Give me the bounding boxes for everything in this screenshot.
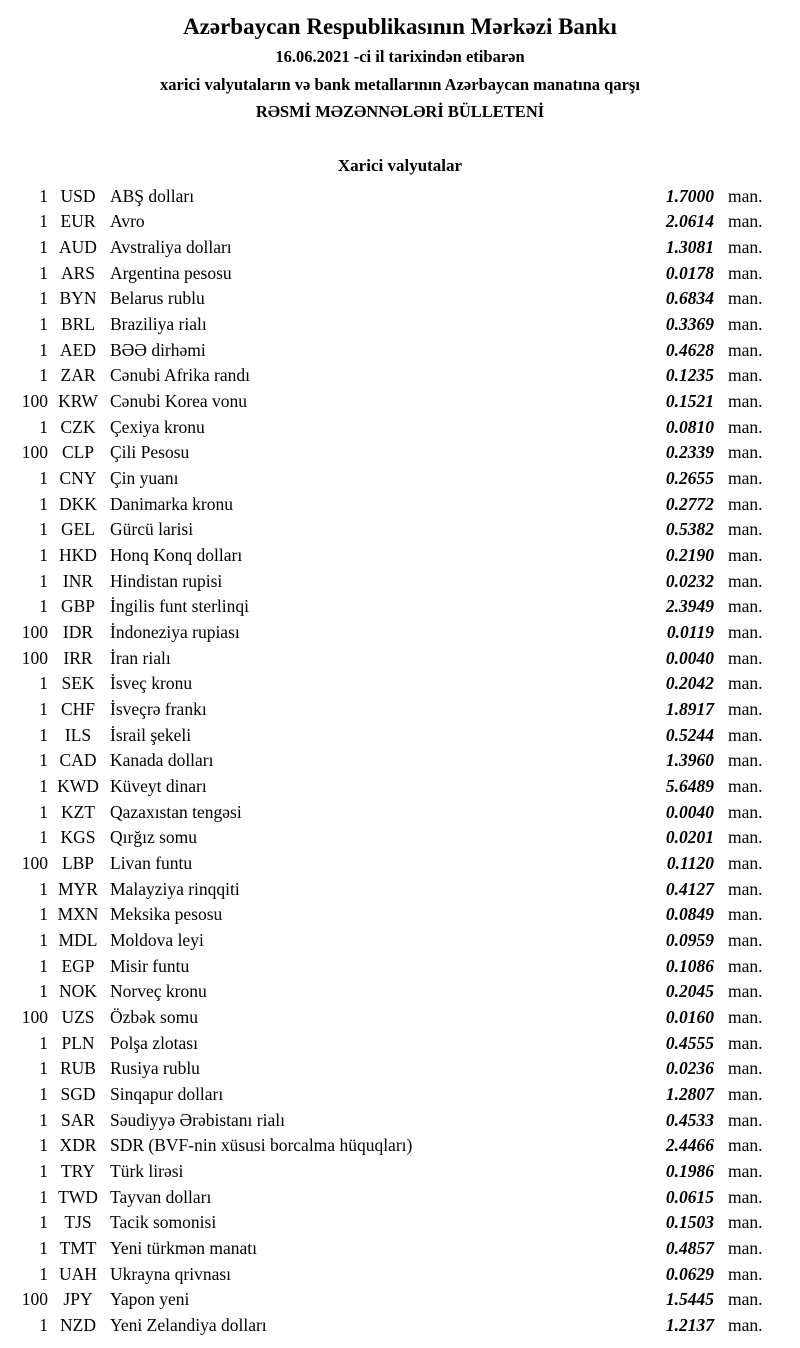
bulletin-header <box>0 0 800 126</box>
rate-value: 0.2339 <box>665 442 714 463</box>
currency-quantity: 1 <box>39 1058 48 1079</box>
rate-row <box>0 699 800 725</box>
currency-quantity: 1 <box>39 1186 48 1207</box>
unit-label: man. <box>728 1032 763 1053</box>
rate-value: 0.1235 <box>665 365 714 386</box>
currency-code: TWD <box>58 1186 98 1207</box>
rate-value: 0.0232 <box>665 570 714 591</box>
currency-name: Qırğız somu <box>110 827 198 848</box>
currency-code: IRR <box>63 647 93 668</box>
unit-label: man. <box>728 955 763 976</box>
currency-quantity: 100 <box>21 390 48 411</box>
currency-name: ABŞ dolları <box>110 185 195 206</box>
currency-name: Danimarka kronu <box>110 493 233 514</box>
unit-label: man. <box>728 929 763 950</box>
unit-label: man. <box>728 544 763 565</box>
unit-label: man. <box>728 1263 763 1284</box>
currency-code: MDL <box>58 929 98 950</box>
rate-value: 0.2045 <box>665 981 714 1002</box>
rate-row <box>0 237 800 263</box>
rate-value: 0.3369 <box>665 313 714 334</box>
currency-code: DKK <box>59 493 97 514</box>
unit-label: man. <box>728 1186 763 1207</box>
currency-code: MYR <box>58 878 98 899</box>
currency-name: Tacik somonisi <box>110 1212 217 1233</box>
unit-label: man. <box>728 365 763 386</box>
currency-quantity: 1 <box>39 827 48 848</box>
currency-quantity: 1 <box>39 544 48 565</box>
rate-row <box>0 1110 800 1136</box>
currency-code: TMT <box>59 1238 97 1259</box>
rate-value: 0.5244 <box>665 724 714 745</box>
unit-label: man. <box>728 596 763 617</box>
unit-label: man. <box>728 1007 763 1027</box>
currency-name: Sinqapur dolları <box>110 1084 224 1105</box>
currency-name: Malayziya rinqqiti <box>110 878 240 899</box>
rate-value: 0.0119 <box>666 621 714 642</box>
rate-value: 2.3949 <box>665 596 714 617</box>
currency-code: CHF <box>60 698 96 719</box>
rate-row <box>0 1238 800 1264</box>
currency-code: NZD <box>60 1315 96 1336</box>
currency-code: XDR <box>59 1135 97 1156</box>
subject-line: xarici valyutaların və bank metallarının Azərbaycan manatına qarşı <box>160 74 640 94</box>
rate-row <box>0 365 800 391</box>
rate-value: 0.0040 <box>665 647 714 668</box>
currency-name: Argentina pesosu <box>110 262 232 283</box>
rate-row <box>0 417 800 443</box>
rate-row <box>0 494 800 520</box>
currency-name: Cənubi Korea vonu <box>110 390 248 411</box>
unit-label: man. <box>728 519 763 540</box>
currency-name: İndoneziya rupiası <box>110 621 240 642</box>
rate-value: 0.4555 <box>665 1032 714 1053</box>
currency-code: ZAR <box>60 365 96 386</box>
rate-row <box>0 314 800 340</box>
currency-quantity: 1 <box>39 750 48 771</box>
currency-name: Qazaxıstan tengəsi <box>110 801 242 822</box>
unit-label: man. <box>728 904 763 925</box>
rate-row <box>0 288 800 314</box>
currency-code: KGS <box>60 827 96 848</box>
currency-code: TJS <box>64 1212 92 1233</box>
rate-value: 0.4857 <box>665 1238 714 1259</box>
currency-quantity: 1 <box>39 1315 48 1336</box>
unit-label: man. <box>728 647 763 668</box>
currency-code: KWD <box>57 775 99 796</box>
currency-quantity: 1 <box>39 724 48 745</box>
unit-label: man. <box>728 390 763 411</box>
currency-name: Hindistan rupisi <box>110 570 223 591</box>
unit-label: man. <box>728 570 763 591</box>
rate-row <box>0 571 800 597</box>
currency-quantity: 1 <box>39 955 48 976</box>
currency-quantity: 1 <box>39 467 48 488</box>
unit-label: man. <box>728 236 763 257</box>
unit-label: man. <box>728 1109 763 1130</box>
currency-quantity: 1 <box>39 211 48 232</box>
rate-value: 0.2772 <box>665 493 714 514</box>
unit-label: man. <box>728 750 763 771</box>
unit-label: man. <box>728 262 763 283</box>
currency-code: CNY <box>59 467 97 488</box>
rate-value: 0.4533 <box>665 1109 714 1130</box>
currency-name: Yapon yeni <box>110 1289 190 1310</box>
currency-quantity: 1 <box>39 673 48 694</box>
rate-row <box>0 1161 800 1187</box>
currency-code: USD <box>60 185 96 206</box>
currency-name: Gürcü larisi <box>110 519 194 540</box>
rate-row <box>0 827 800 853</box>
rate-value: 0.0160 <box>665 1007 714 1027</box>
rate-value: 0.1521 <box>665 390 714 411</box>
rate-row <box>0 853 800 879</box>
currency-code: AUD <box>59 236 97 257</box>
rate-row <box>0 1007 800 1033</box>
currency-name: İran rialı <box>110 647 171 668</box>
rate-row <box>0 1058 800 1084</box>
rate-row <box>0 1187 800 1213</box>
rate-value: 5.6489 <box>665 775 714 796</box>
exchange-rates-table <box>0 186 800 1341</box>
currency-quantity: 100 <box>21 647 48 668</box>
unit-label: man. <box>728 775 763 796</box>
currency-name: Türk lirəsi <box>110 1161 184 1182</box>
currency-quantity: 1 <box>39 1084 48 1105</box>
unit-label: man. <box>728 467 763 488</box>
currency-code: PLN <box>61 1032 95 1053</box>
unit-label: man. <box>728 211 763 232</box>
rate-row <box>0 802 800 828</box>
currency-name: Livan funtu <box>110 852 193 873</box>
currency-code: CZK <box>60 416 96 437</box>
currency-code: EGP <box>61 955 95 976</box>
unit-label: man. <box>728 801 763 822</box>
currency-quantity: 1 <box>39 1109 48 1130</box>
currency-quantity: 1 <box>39 1263 48 1284</box>
currency-code: GEL <box>60 519 96 540</box>
unit-label: man. <box>728 621 763 642</box>
rate-row <box>0 340 800 366</box>
currency-quantity: 1 <box>39 1135 48 1156</box>
currency-code: BYN <box>59 288 97 309</box>
currency-quantity: 1 <box>39 1238 48 1259</box>
currency-name: Rusiya rublu <box>110 1058 200 1079</box>
rate-value: 0.4628 <box>665 339 714 360</box>
unit-label: man. <box>728 313 763 334</box>
rate-row <box>0 596 800 622</box>
rate-value: 1.8917 <box>665 698 714 719</box>
rate-row <box>0 930 800 956</box>
rate-row <box>0 1212 800 1238</box>
rate-value: 0.1086 <box>665 955 714 976</box>
unit-label: man. <box>728 1315 763 1336</box>
currency-quantity: 1 <box>39 416 48 437</box>
rate-value: 1.2807 <box>665 1084 714 1105</box>
currency-code: BRL <box>60 313 96 334</box>
unit-label: man. <box>728 1238 763 1259</box>
rate-row <box>0 468 800 494</box>
currency-code: ILS <box>64 724 92 745</box>
currency-name: Honq Konq dolları <box>110 544 243 565</box>
unit-label: man. <box>728 1212 763 1233</box>
rate-value: 0.0629 <box>665 1263 714 1284</box>
rate-row <box>0 1135 800 1161</box>
rate-value: 0.0810 <box>665 416 714 437</box>
rate-value: 2.0614 <box>665 211 714 232</box>
currency-code: AED <box>60 339 96 360</box>
currency-name: Çili Pesosu <box>110 442 190 463</box>
currency-name: Moldova leyi <box>110 929 204 950</box>
rate-row <box>0 545 800 571</box>
bulletin-title-line: RƏSMİ MƏZƏNNƏLƏRİ BÜLLETENİ <box>255 102 545 121</box>
currency-code: INR <box>62 570 94 591</box>
currency-code: EUR <box>60 211 96 232</box>
currency-code: CLP <box>61 442 95 463</box>
currency-name: Misir funtu <box>110 955 190 976</box>
rate-value: 0.0849 <box>665 904 714 925</box>
rate-value: 0.5382 <box>665 519 714 540</box>
currency-quantity: 1 <box>39 801 48 822</box>
currency-code: KZT <box>60 801 96 822</box>
currency-quantity: 1 <box>39 313 48 334</box>
currency-quantity: 1 <box>39 1032 48 1053</box>
rate-value: 0.1503 <box>665 1212 714 1233</box>
currency-code: HKD <box>59 544 97 565</box>
currency-quantity: 1 <box>39 1212 48 1233</box>
unit-label: man. <box>728 339 763 360</box>
currency-quantity: 1 <box>39 262 48 283</box>
currency-name: İsrail şekeli <box>110 724 192 745</box>
currency-code: CAD <box>59 750 97 771</box>
rate-value: 0.2655 <box>665 467 714 488</box>
currency-quantity: 100 <box>21 852 48 873</box>
currency-name: Çin yuanı <box>110 467 179 488</box>
rate-row <box>0 391 800 417</box>
currency-quantity: 100 <box>21 442 48 463</box>
currency-name: Yeni türkmən manatı <box>110 1238 257 1259</box>
currency-name: Tayvan dolları <box>110 1186 212 1207</box>
currency-name: Yeni Zelandiya dolları <box>110 1315 267 1336</box>
rate-row <box>0 1264 800 1290</box>
currency-name: Küveyt dinarı <box>110 775 207 796</box>
currency-quantity: 100 <box>21 1007 48 1027</box>
currency-quantity: 100 <box>21 1289 48 1310</box>
currency-name: Braziliya rialı <box>110 313 207 334</box>
currency-name: Çexiya kronu <box>110 416 205 437</box>
currency-code: SAR <box>60 1109 96 1130</box>
rate-value: 0.0615 <box>665 1186 714 1207</box>
currency-code: SEK <box>61 673 95 694</box>
currency-code: UZS <box>61 1007 95 1027</box>
unit-label: man. <box>728 673 763 694</box>
currency-name: Özbək somu <box>110 1007 198 1027</box>
effective-date-line: 16.06.2021 -ci il tarixindən etibarən <box>275 47 525 66</box>
rate-row <box>0 879 800 905</box>
currency-quantity: 1 <box>39 1161 48 1182</box>
rate-value: 0.6834 <box>665 288 714 309</box>
rate-row <box>0 725 800 751</box>
currency-code: MXN <box>57 904 99 925</box>
rate-row <box>0 211 800 237</box>
unit-label: man. <box>728 698 763 719</box>
currency-quantity: 1 <box>39 339 48 360</box>
rate-value: 1.5445 <box>665 1289 714 1310</box>
rate-value: 0.1986 <box>665 1161 714 1182</box>
rate-row <box>0 622 800 648</box>
bank-title: Azərbaycan Respublikasının Mərkəzi Bankı <box>183 14 617 39</box>
currency-quantity: 1 <box>39 288 48 309</box>
currency-quantity: 1 <box>39 878 48 899</box>
rate-row <box>0 263 800 289</box>
rate-value: 0.0959 <box>665 929 714 950</box>
currency-code: UAH <box>59 1263 97 1284</box>
currency-code: ARS <box>60 262 96 283</box>
rate-value: 1.2137 <box>665 1315 714 1336</box>
currency-code: GBP <box>60 596 96 617</box>
currency-code: RUB <box>60 1058 96 1079</box>
rate-value: 0.0178 <box>665 262 714 283</box>
currency-code: SGD <box>60 1084 96 1105</box>
currency-name: Səudiyyə Ərəbistanı rialı <box>110 1109 285 1130</box>
currency-name: İngilis funt sterlinqi <box>110 596 250 617</box>
rate-value: 2.4466 <box>665 1135 714 1156</box>
currency-code: NOK <box>59 981 97 1002</box>
unit-label: man. <box>728 1161 763 1182</box>
unit-label: man. <box>728 1058 763 1079</box>
rate-row <box>0 648 800 674</box>
rate-value: 0.0201 <box>665 827 714 848</box>
currency-code: LBP <box>61 852 95 873</box>
currency-quantity: 1 <box>39 698 48 719</box>
currency-name: Kanada dolları <box>110 750 214 771</box>
currency-quantity: 1 <box>39 775 48 796</box>
rate-value: 0.4127 <box>665 878 714 899</box>
currency-name: İsveçrə frankı <box>110 698 207 719</box>
currency-name: Belarus rublu <box>110 288 205 309</box>
currency-code: JPY <box>63 1289 93 1310</box>
currency-code: KRW <box>58 390 98 411</box>
unit-label: man. <box>728 878 763 899</box>
currency-quantity: 1 <box>39 981 48 1002</box>
currency-name: SDR (BVF-nin xüsusi borcalma hüquqları) <box>110 1135 413 1156</box>
rate-value: 0.1120 <box>666 852 714 873</box>
currency-quantity: 1 <box>39 493 48 514</box>
currency-name: Avstraliya dolları <box>110 236 232 257</box>
currency-name: Ukrayna qrivnası <box>110 1263 232 1284</box>
currency-name: Polşa zlotası <box>110 1032 198 1053</box>
unit-label: man. <box>728 416 763 437</box>
unit-label: man. <box>728 1084 763 1105</box>
rate-row <box>0 776 800 802</box>
rate-row <box>0 673 800 699</box>
unit-label: man. <box>728 981 763 1002</box>
currency-quantity: 1 <box>39 929 48 950</box>
unit-label: man. <box>728 1289 763 1310</box>
rate-row <box>0 1315 800 1341</box>
unit-label: man. <box>728 852 763 873</box>
currency-name: Meksika pesosu <box>110 904 223 925</box>
rate-row <box>0 981 800 1007</box>
rate-value: 1.3960 <box>665 750 714 771</box>
rate-row <box>0 956 800 982</box>
rate-value: 1.3081 <box>665 236 714 257</box>
unit-label: man. <box>728 724 763 745</box>
currency-code: TRY <box>60 1161 96 1182</box>
rate-row <box>0 904 800 930</box>
currency-quantity: 1 <box>39 570 48 591</box>
currency-code: IDR <box>62 621 94 642</box>
currency-quantity: 1 <box>39 904 48 925</box>
rate-row <box>0 186 800 212</box>
currency-name: Norveç kronu <box>110 981 207 1002</box>
section-title-foreign-currencies: Xarici valyutalar <box>337 155 463 175</box>
currency-name: Avro <box>110 211 145 232</box>
rate-value: 0.2042 <box>665 673 714 694</box>
rate-row <box>0 1033 800 1059</box>
currency-quantity: 1 <box>39 185 48 206</box>
rate-value: 0.0236 <box>665 1058 714 1079</box>
currency-name: BƏƏ dirhəmi <box>110 339 206 360</box>
rate-value: 0.0040 <box>665 801 714 822</box>
currency-name: İsveç kronu <box>110 673 193 694</box>
rate-value: 1.7000 <box>665 185 714 206</box>
currency-quantity: 1 <box>39 596 48 617</box>
unit-label: man. <box>728 827 763 848</box>
rate-row <box>0 1084 800 1110</box>
rate-row <box>0 750 800 776</box>
currency-quantity: 100 <box>21 621 48 642</box>
unit-label: man. <box>728 288 763 309</box>
currency-quantity: 1 <box>39 519 48 540</box>
rate-row <box>0 519 800 545</box>
currency-quantity: 1 <box>39 365 48 386</box>
unit-label: man. <box>728 185 763 206</box>
unit-label: man. <box>728 493 763 514</box>
currency-quantity: 1 <box>39 236 48 257</box>
rate-row <box>0 442 800 468</box>
currency-name: Cənubi Afrika randı <box>110 365 250 386</box>
rate-value: 0.2190 <box>665 544 714 565</box>
unit-label: man. <box>728 442 763 463</box>
rate-row <box>0 1289 800 1315</box>
unit-label: man. <box>728 1135 763 1156</box>
